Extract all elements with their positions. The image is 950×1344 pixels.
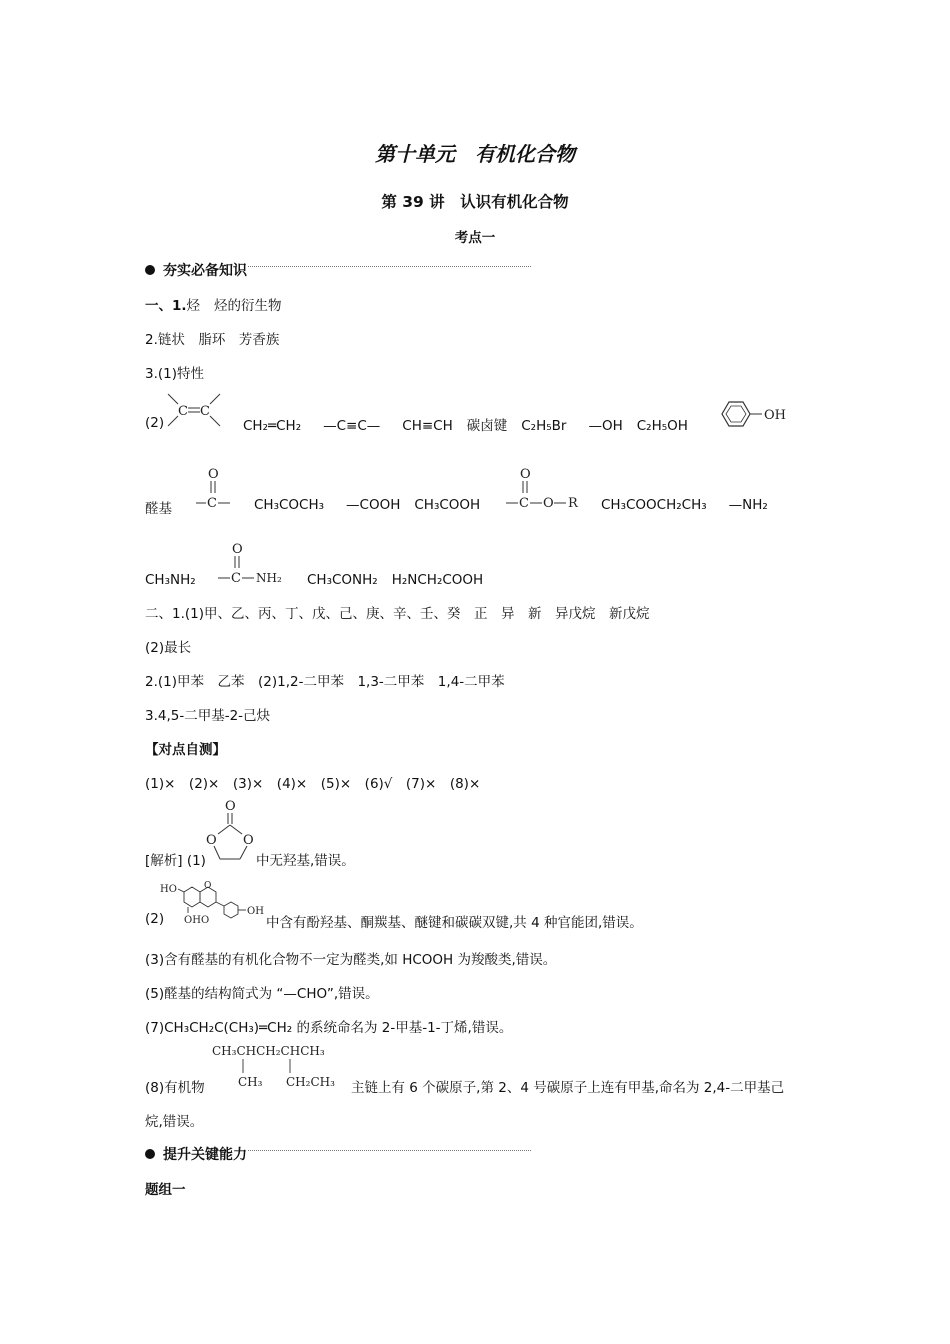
analysis-5: (5)醛基的结构简式为 “—CHO”,错误。 <box>145 986 379 1002</box>
self-test-answers: (1)× (2)× (3)× (4)× (5)× (6)√ (7)× (8)× <box>145 776 481 792</box>
phenol-oh-label: OH <box>764 408 786 423</box>
carbonyl-structure <box>194 466 238 512</box>
section-ability-heading <box>145 1144 247 1164</box>
carbonyl-oxygen: O <box>208 467 219 482</box>
line-prefix: 一、1. <box>145 298 187 314</box>
answer-line-5b <box>601 497 768 513</box>
answer-line-1 <box>145 294 282 314</box>
alkyne-group: —C≡C— <box>323 418 381 434</box>
answer-line-3: 3.(1)特性 <box>145 366 205 382</box>
glycine-formula: H₂NCH₂COOH <box>391 572 484 588</box>
answer-line-8: (2)最长 <box>145 640 192 656</box>
phenol-structure <box>716 398 796 432</box>
isoflavone-carbonyl-o: O <box>201 915 210 926</box>
aldehyde-group-label: 醛基 <box>145 501 172 517</box>
analysis-2-prefix: (2) <box>145 911 165 927</box>
answer-line-10: 3.4,5-二甲基-2-己炔 <box>145 708 271 724</box>
analysis-3: (3)含有醛基的有机化合物不一定为醛类,如 HCOOH 为羧酸类,错误。 <box>145 952 557 968</box>
lecture-title: 第 39 讲 认识有机化合物 <box>381 193 569 211</box>
isoflavone-ho: HO <box>160 884 177 895</box>
answer-line-9: 2.(1)甲苯 乙苯 (2)1,2-二甲苯 1,3-二甲苯 1,4-二甲苯 <box>145 674 505 690</box>
alkene-double-bond-structure <box>166 392 226 432</box>
alkene-carbon-left: C <box>178 404 188 419</box>
analysis-2-text: 中含有酚羟基、酮羰基、醚键和碳碳双键,共 4 种官能团,错误。 <box>266 915 643 931</box>
bromoethane-formula: C₂H₅Br <box>521 418 567 434</box>
amide-nh2: NH₂ <box>256 571 282 585</box>
answer-line-6 <box>307 572 483 588</box>
carbonyl-carbon: C <box>207 496 217 511</box>
ester-oxygen: O <box>543 496 554 511</box>
answer-derivative: 烃的衍生物 <box>214 298 282 314</box>
analysis-1-prefix: [解析] (1) <box>145 853 206 869</box>
section-basics-heading <box>145 260 247 280</box>
answer-line-4-prefix: (2) <box>145 415 165 431</box>
carboxyl-group: —COOH <box>346 497 401 513</box>
question-group-1: 题组一 <box>145 1182 186 1198</box>
amide-carbon: C <box>231 571 241 586</box>
ester-carbon: C <box>519 496 529 511</box>
section-divider <box>248 266 531 267</box>
methylamine-formula: CH₃NH₂ <box>145 572 196 588</box>
carbonate-left-oxygen: O <box>206 833 217 848</box>
ethylene-formula: CH₂═CH₂ <box>243 418 302 434</box>
amide-oxygen: O <box>232 542 243 557</box>
acetic-acid-formula: CH₃COOH <box>414 497 481 513</box>
answer-line-2: 2.链状 脂环 芳香族 <box>145 332 280 348</box>
branched-ethyl-sub: CH₂CH₃ <box>286 1075 335 1089</box>
answer-line-5a <box>254 497 480 513</box>
halogen-bond-label: 碳卤键 <box>466 418 508 434</box>
analysis-8-continued: 烷,错误。 <box>145 1114 204 1130</box>
section-ability-label: 提升关键能力 <box>163 1147 247 1163</box>
cyclic-carbonate-structure <box>204 798 258 864</box>
branched-methyl-sub: CH₃ <box>238 1075 263 1089</box>
self-test-heading: 【对点自测】 <box>145 742 226 758</box>
alkene-carbon-right: C <box>200 404 210 419</box>
hydroxyl-group: —OH <box>588 418 623 434</box>
isoflavone-oh-right: OH <box>247 906 264 917</box>
amino-group: —NH₂ <box>728 497 768 513</box>
acetylene-formula: CH≡CH <box>402 418 453 434</box>
amide-structure <box>216 541 290 587</box>
ester-r-group: R <box>568 496 578 511</box>
acetone-formula: CH₃COCH₃ <box>254 497 325 513</box>
analysis-8-text: 主链上有 6 个碳原子,第 2、4 号碳原子上连有甲基,命名为 2,4-二甲基己 <box>351 1080 785 1096</box>
branched-alkane-structure <box>210 1042 350 1092</box>
point-title: 考点一 <box>454 230 496 246</box>
carbonate-right-oxygen: O <box>243 833 254 848</box>
isoflavone-ring-o: O <box>204 881 212 891</box>
bullet-icon <box>145 1149 155 1159</box>
ester-group-structure <box>504 466 586 512</box>
branched-main-chain: CH₃CHCH₂CHCH₃ <box>212 1044 325 1058</box>
unit-title: 第十单元 有机化合物 <box>375 142 575 166</box>
answer-line-7: 二、1.(1)甲、乙、丙、丁、戊、己、庚、辛、壬、癸 正 异 新 异戊烷 新戊烷 <box>145 606 650 622</box>
ester-carbonyl-oxygen: O <box>520 467 531 482</box>
section-divider <box>248 1150 531 1151</box>
carbonate-top-oxygen: O <box>225 799 236 814</box>
answer-hydrocarbon: 烃 <box>186 298 201 314</box>
section-basics-label: 夯实必备知识 <box>163 263 247 279</box>
bullet-icon <box>145 265 155 275</box>
isoflavone-oh-lower: OH <box>184 915 201 926</box>
acetamide-formula: CH₃CONH₂ <box>307 572 378 588</box>
isoflavone-structure <box>160 880 265 930</box>
analysis-8-prefix: (8)有机物 <box>145 1080 205 1096</box>
analysis-7: (7)CH₃CH₂C(CH₃)═CH₂ 的系统命名为 2-甲基-1-丁烯,错误。 <box>145 1020 513 1036</box>
ethyl-acetate-formula: CH₃COOCH₂CH₃ <box>601 497 707 513</box>
ethanol-formula: C₂H₅OH <box>636 418 688 434</box>
analysis-1-text: 中无羟基,错误。 <box>256 853 355 869</box>
answer-line-4 <box>243 414 688 434</box>
